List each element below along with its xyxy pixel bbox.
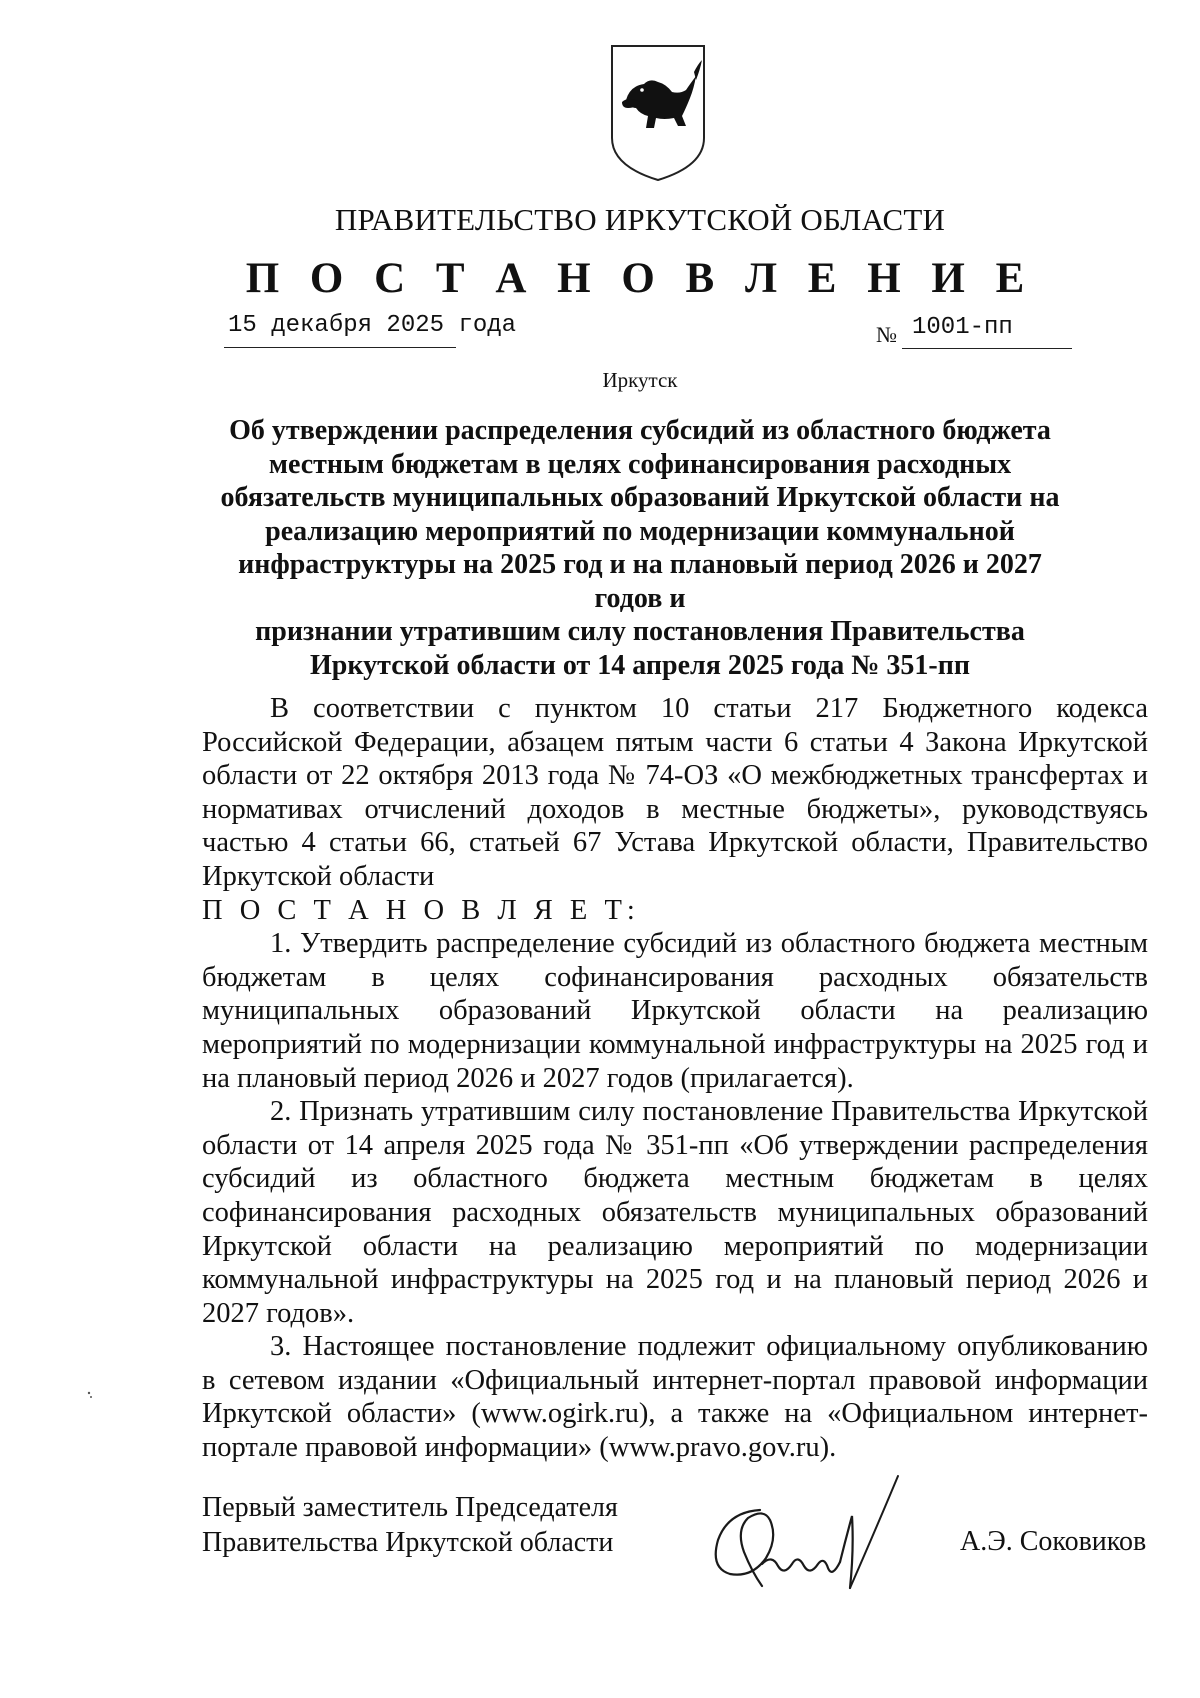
government-title: ПРАВИТЕЛЬСТВО ИРКУТСКОЙ ОБЛАСТИ xyxy=(334,202,946,237)
signer-name: А.Э. Соковиков xyxy=(960,1526,1147,1557)
subject-line: местным бюджетам в целях софинансирования расходных xyxy=(268,448,1012,480)
resolution-item-2: 2. Признать утратившим силу постановление Правительства Иркутской области от 14 апреля 2025 года № 351-пп «Об утверждении распределения субсидий из областного бюджета местным бюджетам в целях софинансирования расходных обязательств муниципальных образований Иркутской области на реализацию мероприятий по модернизации коммунальной инфраструктуры на 2025 год и на плановый период 2026 и 2027 годов». xyxy=(202,1096,1148,1329)
document-subject xyxy=(220,414,1060,682)
resolves-heading: П О С Т А Н О В Л Я Е Т: xyxy=(202,894,640,926)
irkutsk-coat-of-arms-icon xyxy=(606,42,710,184)
document-number: 1001-пп xyxy=(912,314,1013,341)
subject-line: инфраструктуры на 2025 год и на плановый период 2026 и 2027 годов и xyxy=(238,549,1042,614)
handwritten-signature-icon xyxy=(700,1468,930,1608)
document-body xyxy=(202,692,1148,1465)
number-sign: № xyxy=(876,322,897,347)
document-city: Иркутск xyxy=(602,368,678,392)
subject-line: признании утратившим силу постановления Правительства xyxy=(255,616,1025,647)
subject-line: обязательств муниципальных образований Иркутской области на xyxy=(220,482,1060,513)
subject-line: реализацию мероприятий по модернизации коммунальной xyxy=(265,515,1015,547)
subject-line: Об утверждении распределения субсидий из областного бюджета xyxy=(229,415,1051,446)
number-underline xyxy=(902,348,1072,349)
signer-position xyxy=(202,1490,618,1560)
signer-position-line: Правительства Иркутской области xyxy=(202,1527,614,1558)
document-type-title: П О С Т А Н О В Л Е Н И Е xyxy=(245,255,1035,302)
document-date: 15 декабря 2025 года xyxy=(228,312,517,339)
signer-position-line: Первый заместитель Председателя xyxy=(202,1492,618,1523)
resolution-item-1: 1. Утвердить распределение субсидий из областного бюджета местным бюджетам в целях софинансирования расходных обязательств муниципальных образований Иркутской области на реализацию мероприятий по модернизации коммунальной инфраструктуры на 2025 год и на плановый период 2026 и 2027 годов (прилагается). xyxy=(202,928,1148,1094)
date-underline xyxy=(224,347,456,348)
resolution-item-3: 3. Настоящее постановление подлежит официальному опубликованию в сетевом издании «Официальный интернет-портал правовой информации Иркутской области» (www.ogirk.ru), а также на «Официальном интернет-портале правовой информации» (www.pravo.gov.ru). xyxy=(202,1331,1148,1464)
scan-speck xyxy=(86,1390,94,1400)
preamble-paragraph: В соответствии с пунктом 10 статьи 217 Бюджетного кодекса Российской Федерации, абзацем пятым части 6 статьи 4 Закона Иркутской области от 22 октября 2013 года № 74-ОЗ «О межбюджетных трансфертах и нормативах отчислений доходов в местные бюджеты», руководствуясь частью 4 статьи 66, статьей 67 Устава Иркутской области, Правительство Иркутской области xyxy=(202,693,1148,892)
subject-line: Иркутской области от 14 апреля 2025 года № 351-пп xyxy=(310,649,970,681)
